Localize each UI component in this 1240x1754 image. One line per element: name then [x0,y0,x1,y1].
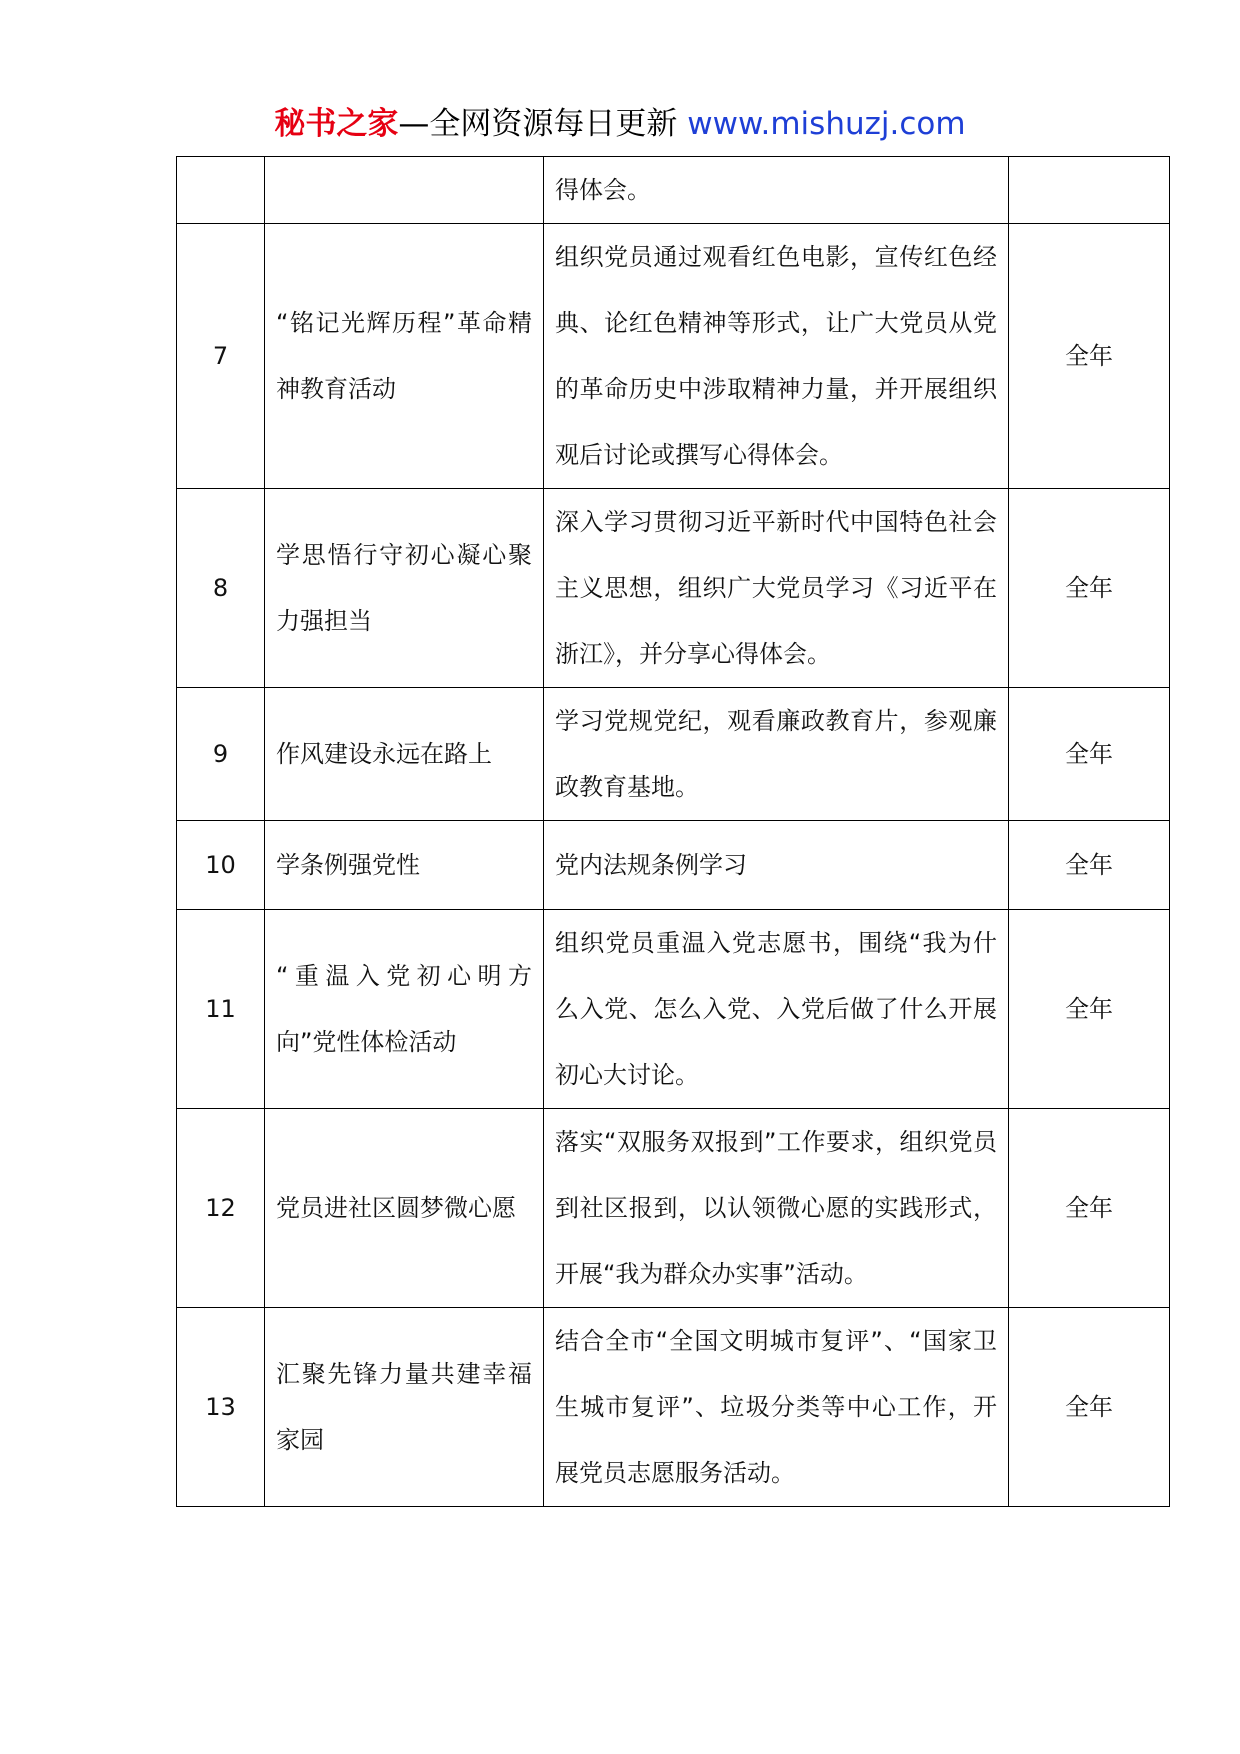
row-number: 8 [177,489,265,688]
table-row [177,1109,1170,1308]
site-brand: 秘书之家 [274,106,399,142]
activity-plan-table [176,156,1170,1507]
activity-time: 全年 [1009,489,1170,688]
site-tagline: —全网资源每日更新 [398,106,688,142]
row-number: 13 [177,1308,265,1507]
activity-time: 全年 [1009,224,1170,489]
activity-content: 组织党员重温入党志愿书，围绕“我为什么入党、怎么入党、入党后做了什么开展初心大讨论。 [544,910,1009,1109]
activity-content: 组织党员通过观看红色电影，宣传红色经典、论红色精神等形式，让广大党员从党的革命历史中涉取精神力量，并开展组织观后讨论或撰写心得体会。 [544,224,1009,489]
activity-name [265,157,544,224]
table-row [177,910,1170,1109]
activity-name: 学思悟行守初心凝心聚力强担当 [265,489,544,688]
activity-name: 作风建设永远在路上 [265,688,544,821]
activity-name: “重温入党初心明方向”党性体检活动 [265,910,544,1109]
activity-content: 得体会。 [544,157,1009,224]
activity-time: 全年 [1009,1308,1170,1507]
row-number: 7 [177,224,265,489]
site-url[interactable]: www.mishuzj.com [687,106,966,142]
activity-content: 党内法规条例学习 [544,821,1009,910]
activity-content: 结合全市“全国文明城市复评”、“国家卫生城市复评”、垃圾分类等中心工作，开展党员志愿服务活动。 [544,1308,1009,1507]
activity-name: “铭记光辉历程”革命精神教育活动 [265,224,544,489]
row-number [177,157,265,224]
activity-content: 学习党规党纪，观看廉政教育片，参观廉政教育基地。 [544,688,1009,821]
activity-time: 全年 [1009,1109,1170,1308]
table-row [177,224,1170,489]
table-row [177,1308,1170,1507]
table-row [177,821,1170,910]
activity-content: 落实“双服务双报到”工作要求，组织党员到社区报到，以认领微心愿的实践形式，开展“我为群众办实事”活动。 [544,1109,1009,1308]
activity-time [1009,157,1170,224]
row-number: 12 [177,1109,265,1308]
activity-content: 深入学习贯彻习近平新时代中国特色社会主义思想，组织广大党员学习《习近平在浙江》，并分享心得体会。 [544,489,1009,688]
activity-name: 学条例强党性 [265,821,544,910]
activity-name: 党员进社区圆梦微心愿 [265,1109,544,1308]
activity-name: 汇聚先锋力量共建幸福家园 [265,1308,544,1507]
row-number: 10 [177,821,265,910]
activity-time: 全年 [1009,688,1170,821]
table-row [177,688,1170,821]
table-row [177,489,1170,688]
row-number: 9 [177,688,265,821]
table-row [177,157,1170,224]
activity-time: 全年 [1009,910,1170,1109]
row-number: 11 [177,910,265,1109]
site-header [0,100,1240,148]
activity-time: 全年 [1009,821,1170,910]
